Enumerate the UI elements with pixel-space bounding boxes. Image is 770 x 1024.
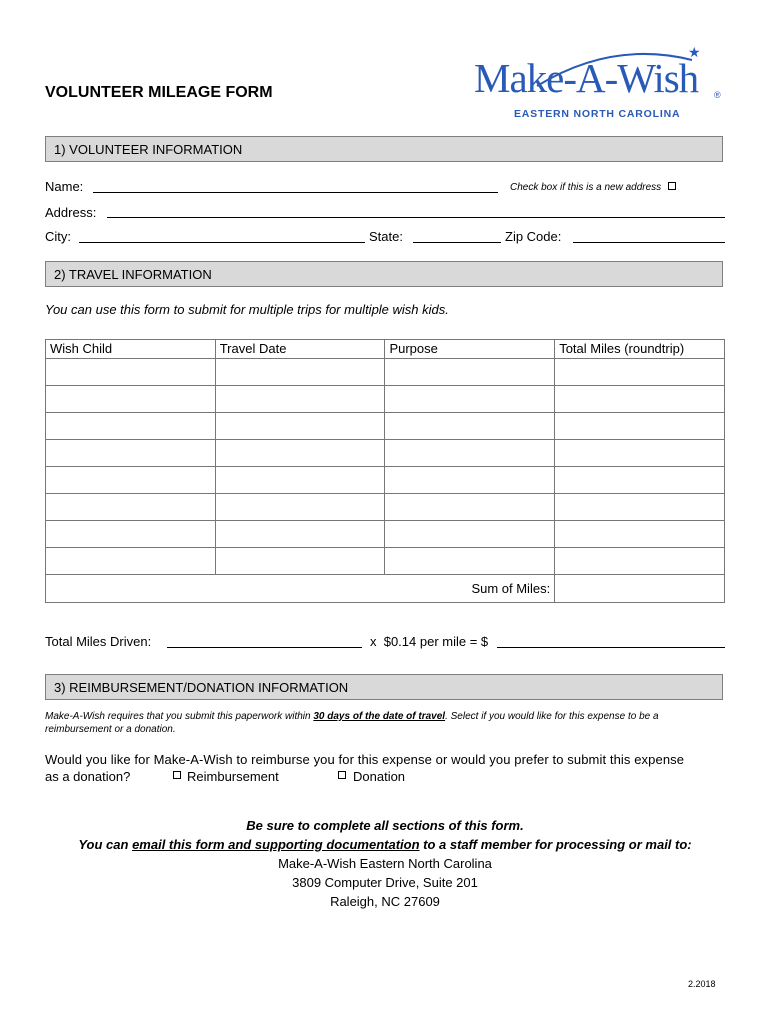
form-title: VOLUNTEER MILEAGE FORM <box>45 84 273 101</box>
travel-date-cell[interactable] <box>215 467 385 494</box>
amount-field[interactable] <box>497 647 725 648</box>
mailing-address-line2: 3809 Computer Drive, Suite 201 <box>292 875 478 890</box>
purpose-cell[interactable] <box>385 440 555 467</box>
city-field[interactable] <box>79 242 365 243</box>
address-field[interactable] <box>107 217 725 218</box>
mailing-address-line3: Raleigh, NC 27609 <box>330 894 440 909</box>
city-label: City: <box>45 229 71 244</box>
new-address-checkbox[interactable] <box>668 182 676 190</box>
form-version: 2.2018 <box>688 979 716 989</box>
reimbursement-checkbox[interactable] <box>173 771 181 779</box>
travel-date-cell[interactable] <box>215 521 385 548</box>
table-header-row <box>46 340 725 359</box>
travel-date-cell[interactable] <box>215 494 385 521</box>
travel-date-cell[interactable] <box>215 386 385 413</box>
total-miles-field[interactable] <box>167 647 362 648</box>
wish-child-cell[interactable] <box>46 548 216 575</box>
logo-wordmark: Make-A-Wish <box>474 55 699 101</box>
purpose-cell[interactable] <box>385 359 555 386</box>
footer-instructions-start: You can <box>78 837 133 852</box>
expense-question: Would you like for Make-A-Wish to reimburse you for this expense or would you prefer to submit this expense <box>45 752 685 767</box>
section-heading: 2) TRAVEL INFORMATION <box>54 267 212 282</box>
miles-cell[interactable] <box>555 440 725 467</box>
purpose-cell[interactable] <box>385 386 555 413</box>
reimbursement-notice <box>45 710 725 736</box>
address-label: Address: <box>45 205 97 220</box>
miles-cell[interactable] <box>555 413 725 440</box>
table-row <box>46 413 725 440</box>
table-row <box>46 494 725 521</box>
miles-cell[interactable] <box>555 521 725 548</box>
table-row <box>46 440 725 467</box>
travel-date-cell[interactable] <box>215 440 385 467</box>
notice-text: Make-A-Wish requires that you submit this paperwork within <box>45 711 314 722</box>
table-row <box>46 548 725 575</box>
section-heading: 1) VOLUNTEER INFORMATION <box>54 142 243 157</box>
reimbursement-label: Reimbursement <box>187 769 279 784</box>
miles-cell[interactable] <box>555 548 725 575</box>
wish-child-cell[interactable] <box>46 359 216 386</box>
wish-child-cell[interactable] <box>46 413 216 440</box>
make-a-wish-logo <box>470 44 730 124</box>
notice-deadline: 30 days of the date of travel <box>313 711 446 722</box>
column-header-wish-child: Wish Child <box>46 340 216 359</box>
total-miles-label: Total Miles Driven: <box>45 634 152 649</box>
purpose-cell[interactable] <box>385 413 555 440</box>
sum-of-miles-label: Sum of Miles: <box>46 575 555 603</box>
sum-of-miles-cell[interactable] <box>555 575 725 603</box>
miles-cell[interactable] <box>555 359 725 386</box>
wish-child-cell[interactable] <box>46 494 216 521</box>
section-reimbursement-header <box>45 674 723 700</box>
new-address-label: Check box if this is a new address <box>510 182 662 193</box>
travel-note: You can use this form to submit for multiple trips for multiple wish kids. <box>45 302 449 317</box>
column-header-total-miles: Total Miles (roundtrip) <box>555 340 725 359</box>
purpose-cell[interactable] <box>385 494 555 521</box>
purpose-cell[interactable] <box>385 521 555 548</box>
donation-label: Donation <box>353 769 406 784</box>
zip-label: Zip Code: <box>505 229 562 244</box>
wish-child-cell[interactable] <box>46 386 216 413</box>
name-field[interactable] <box>93 192 498 193</box>
miles-cell[interactable] <box>555 467 725 494</box>
expense-question-line2: as a donation? <box>45 769 131 784</box>
travel-date-cell[interactable] <box>215 548 385 575</box>
footer-instructions <box>0 837 770 852</box>
email-link[interactable]: email this form and supporting documentation <box>132 837 420 852</box>
logo-subtitle: EASTERN NORTH CAROLINA <box>514 108 681 120</box>
section-heading: 3) REIMBURSEMENT/DONATION INFORMATION <box>54 680 349 695</box>
state-field[interactable] <box>413 242 501 243</box>
footer-reminder: Be sure to complete all sections of this form. <box>246 818 524 833</box>
wish-child-cell[interactable] <box>46 440 216 467</box>
wish-child-cell[interactable] <box>46 467 216 494</box>
travel-date-cell[interactable] <box>215 413 385 440</box>
wish-child-cell[interactable] <box>46 521 216 548</box>
state-label: State: <box>369 229 403 244</box>
column-header-purpose: Purpose <box>385 340 555 359</box>
notice-text-end: . Select if you would like for this expense to be a reimbursement or a donation. <box>45 711 659 735</box>
rate-text: x $0.14 per mile = $ <box>370 634 489 649</box>
miles-cell[interactable] <box>555 386 725 413</box>
table-row <box>46 521 725 548</box>
sum-row <box>46 575 725 603</box>
purpose-cell[interactable] <box>385 548 555 575</box>
purpose-cell[interactable] <box>385 467 555 494</box>
table-row <box>46 386 725 413</box>
zip-field[interactable] <box>573 242 725 243</box>
name-label: Name: <box>45 179 84 194</box>
mailing-address-line1: Make-A-Wish Eastern North Carolina <box>278 856 492 871</box>
travel-date-cell[interactable] <box>215 359 385 386</box>
footer-instructions-end: to a staff member for processing or mail to: <box>419 837 692 852</box>
logo-star-icon: ★ <box>688 44 701 60</box>
travel-table <box>45 339 725 603</box>
section-travel-info-header <box>45 261 723 287</box>
section-volunteer-info-header <box>45 136 723 162</box>
column-header-travel-date: Travel Date <box>215 340 385 359</box>
miles-cell[interactable] <box>555 494 725 521</box>
logo-registered-mark: ® <box>714 90 721 100</box>
table-row <box>46 359 725 386</box>
table-row <box>46 467 725 494</box>
donation-checkbox[interactable] <box>338 771 346 779</box>
